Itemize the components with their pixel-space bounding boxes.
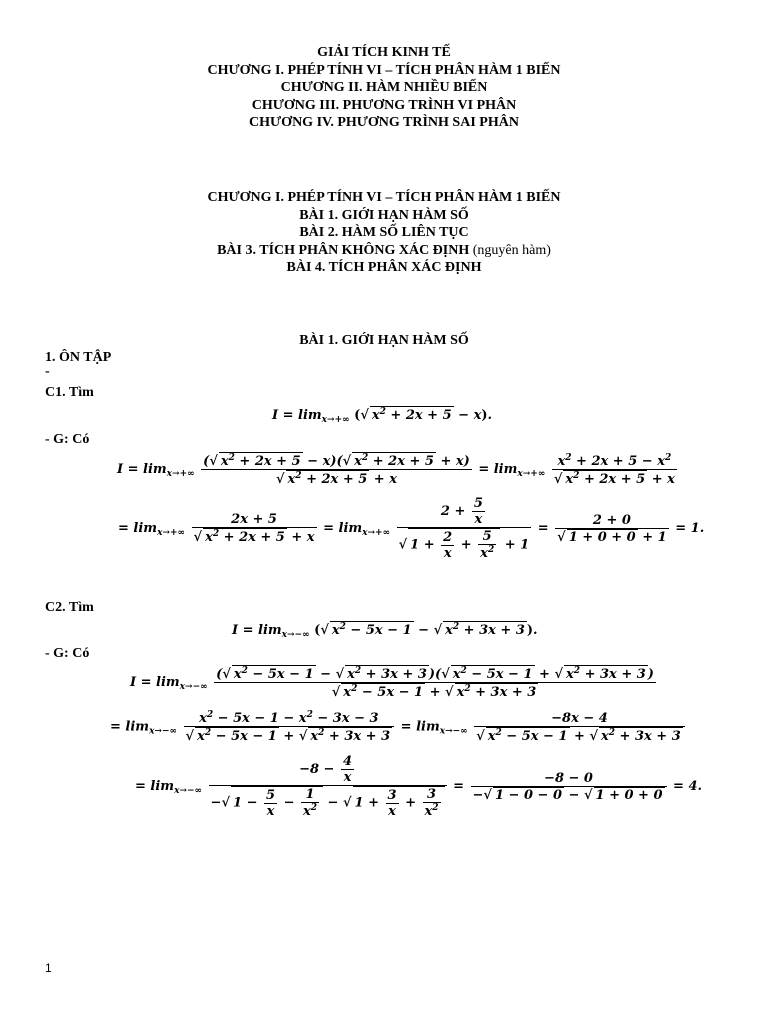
lesson-title: BÀI 1. GIỚI HẠN HÀM SỐ [299, 333, 469, 348]
c2-label: C2. Tìm [45, 600, 94, 615]
lesson-1-item: BÀI 1. GIỚI HẠN HÀM SỐ [299, 207, 469, 223]
c2-step-1-equation: $I = \lim_{x\to-\infty}$ $\frac{(√ x^2 - 5x - 1 - √ x^2 + 3x + 3 )(√ x^2 - 5x - 1 + √ x^2 + 3x + 3 )}{√ x^2 - 5x - 1 + √ x^2 + 3x + 3}$ [130, 666, 654, 700]
lesson-3-title: BÀI 3. TÍCH PHÂN KHÔNG XÁC ĐỊNH [217, 242, 470, 258]
lesson-4-item: BÀI 4. TÍCH PHÂN XÁC ĐỊNH [286, 260, 482, 275]
chapter-1-heading: CHƯƠNG I. PHÉP TÍNH VI – TÍCH PHÂN HÀM 1 BIẾN [207, 62, 561, 78]
chapter-4-heading: CHƯƠNG IV. PHƯƠNG TRÌNH SAI PHÂN [249, 115, 519, 130]
c2-step-2-equation: = $\lim_{x\to-\infty}$ $\frac{x^2 - 5x - 1 - x^2 - 3x - 3}{√ x^2 - 5x - 1 + √ x^2 + 3x + 3}$ = $\lim_{x\to-\infty}$ $\frac{-8x - 4}{√ x^2 - 5x - 1 + √ x^2 + 3x + 3}$ [110, 710, 687, 744]
c1-label: C1. Tìm [45, 385, 94, 400]
page-number: 1 [45, 961, 52, 975]
chapter-2-heading: CHƯƠNG II. HÀM NHIỀU BIẾN [280, 80, 488, 95]
c1-problem-equation: $I = \lim_{x\to+\infty}$ (√ $x^2 + 2x + 5 - x$). [272, 407, 493, 425]
c1-step-2-equation: = $\lim_{x\to+\infty}$ $\frac{2x + 5}{√ x^2 + 2x + 5 + x}$ = $\lim_{x\to+\infty}$ 2 + $\frac{5}{x}$ √ 1 + $\frac{2}{x}$ + $\frac{5}{x^2}$ + 1 = $\frac{2 + 0}{√ 1 + 0 + 0 + 1}$ = 1. [118, 496, 705, 561]
c1-given-label: - G: Có [45, 432, 90, 447]
chapter-1-contents [0, 189, 768, 277]
c2-given-label: - G: Có [45, 646, 90, 661]
c1-step-1-equation: $I = \lim_{x\to+\infty}$ $\frac{(√ x^2 + 2x + 5 - x)(√ x^2 + 2x + 5 + x)}{√ x^2 + 2x + 5 + x}$ = $\lim_{x\to+\infty}$ $\frac{x^2 + 2x + 5 - x^2}{√ x^2 + 2x + 5 + x}$ [117, 452, 675, 487]
section-title: 1. ÔN TẬP [45, 350, 112, 365]
chapter-1-title: CHƯƠNG I. PHÉP TÍNH VI – TÍCH PHÂN HÀM 1 BIẾN [207, 190, 561, 205]
course-header [0, 44, 768, 132]
c2-step-3-equation: = $\lim_{x\to-\infty}$ −8 − $\frac{4}{x}$ −√ 1 − $\frac{5}{x}$ − $\frac{1}{x^2}$ − √ 1 + $\frac{3}{x}$ + $\frac{3}{x^2}$ = $\frac{-8 - 0}{-√ 1 - 0 - 0 - √ 1 + 0 + 0}$ = 4. [135, 754, 703, 819]
dash-marker: - [45, 364, 50, 379]
course-title: GIẢI TÍCH KINH TẾ [317, 45, 451, 60]
c2-problem-equation: $I = \lim_{x\to-\infty}$ (√ $x^2 - 5x - 1$ − √ $x^2 + 3x + 3$ ). [232, 622, 538, 640]
lesson-3-item [0, 242, 768, 260]
lesson-2-item: BÀI 2. HÀM SỐ LIÊN TỤC [299, 225, 469, 240]
lesson-3-note: (nguyên hàm) [472, 242, 551, 258]
chapter-3-heading: CHƯƠNG III. PHƯƠNG TRÌNH VI PHÂN [251, 97, 517, 113]
